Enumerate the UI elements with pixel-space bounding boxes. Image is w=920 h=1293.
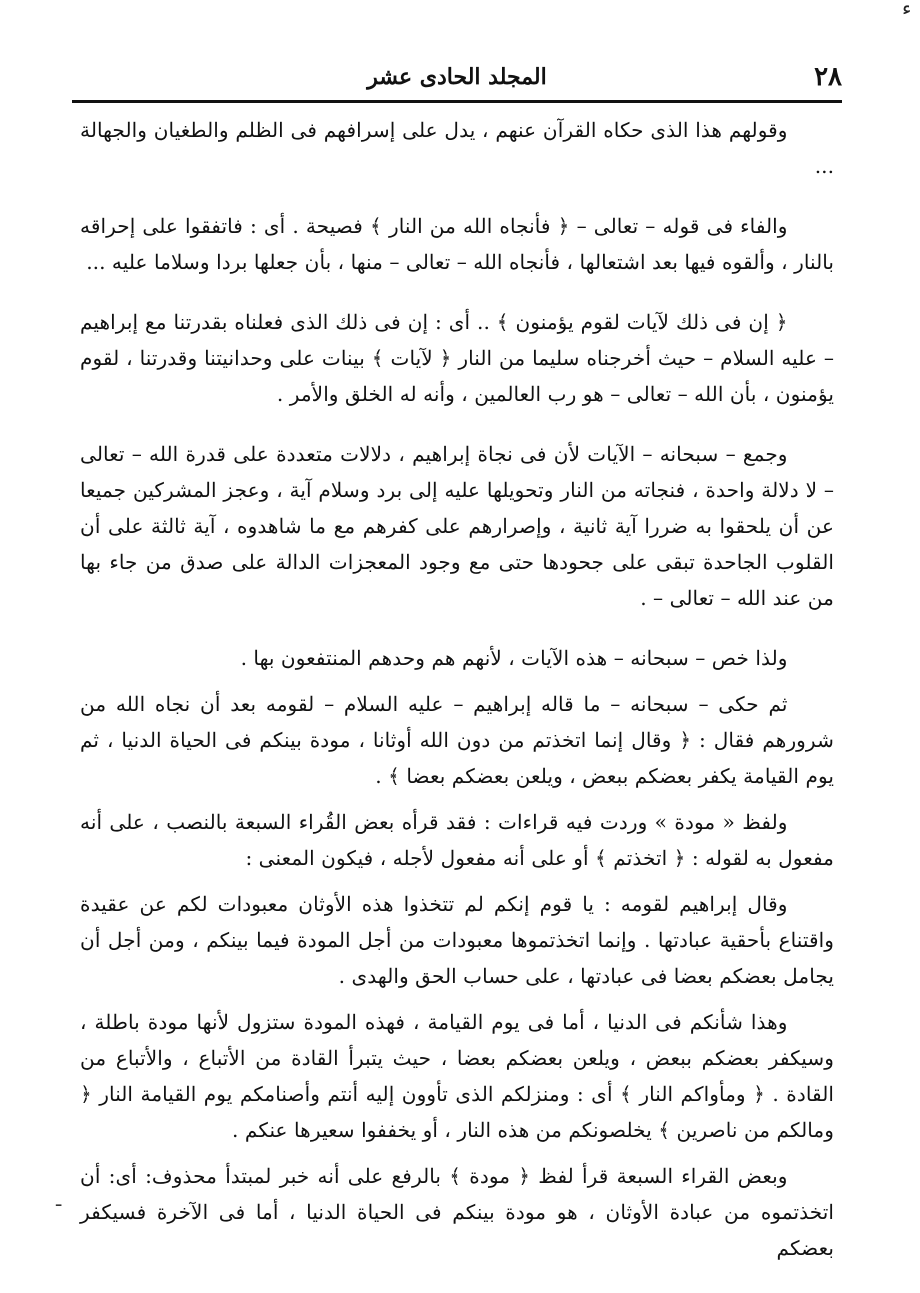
running-title: المجلد الحادى عشر — [367, 64, 547, 90]
body-text — [80, 112, 834, 1276]
page-header — [72, 60, 842, 94]
header-rule — [72, 100, 842, 103]
paragraph-7: ولفظ « مودة » وردت فيه قراءات : فقد قرأه بعض القُراء السبعة بالنصب ، على أنه مفعول به لقوله : ﴿ اتخذتم ﴾ أو على أنه مفعول لأجله ، فيكون المعنى : — [80, 810, 834, 870]
margin-mark: ـ — [56, 1190, 62, 1211]
paragraph-1: وقولهم هذا الذى حكاه القرآن عنهم ، يدل على إسرافهم فى الظلم والطغيان والجهالة ... — [80, 118, 834, 178]
paragraph-3: ﴿ إن فى ذلك لآيات لقوم يؤمنون ﴾ .. أى : إن فى ذلك الذى فعلناه بقدرتنا مع إبراهيم – عليه السلام – حيث أخرجناه سليما من النار ﴿ لآيات ﴾ بينات على وحدانيتنا وقدرتنا ، لقوم يؤمنون ، بأن الله – تعالى – هو رب العالمين ، وأنه له الخلق والأمر . — [80, 310, 834, 406]
paragraph-5: ولذا خص – سبحانه – هذه الآيات ، لأنهم هم وحدهم المنتفعون بها . — [240, 646, 788, 670]
paragraph-6: ثم حكى – سبحانه – ما قاله إبراهيم – عليه السلام – لقومه بعد أن نجاه الله من شرورهم فقال : ﴿ وقال إنما اتخذتم من دون الله أوثانا ، مودة بينكم فى الحياة الدنيا ، ثم يوم القيامة يكفر بعضكم ببعض ، ويلعن بعضكم بعضا ﴾ . — [80, 692, 834, 788]
paragraph-8: وقال إبراهيم لقومه : يا قوم إنكم لم تتخذوا هذه الأوثان معبودات لكم عن عقيدة واقتناع بأحقية عبادتها . وإنما اتخذتموها معبودات من أجل المودة فيما بينكم ، ومن أجل أن يجامل بعضكم بعضا فى عبادتها ، على حساب الحق والهدى . — [80, 892, 834, 988]
corner-mark: ء — [902, 0, 912, 20]
paragraph-2: والفاء فى قوله – تعالى – ﴿ فأنجاه الله من النار ﴾ فصيحة . أى : فاتفقوا على إحراقه بالنار ، وألقوه فيها بعد اشتعالها ، فأنجاه الله – تعالى – منها ، بأن جعلها بردا وسلاما عليه ... — [80, 214, 834, 274]
paragraph-4: وجمع – سبحانه – الآيات لأن فى نجاة إبراهيم ، دلالات متعددة على قدرة الله – تعالى – لا دلالة واحدة ، فنجاته من النار وتحويلها عليه إلى برد وسلام آية ، وعجز المشركين جميعا عن أن يلحقوا به ضررا آية ثانية ، وإصرارهم على كفرهم مع ما شاهدوه ، آية ثالثة على أن القلوب الجاحدة تبقى على جحودها حتى مع وجود المعجزات الدالة على صدق من جاء بها من عند الله – تعالى – . — [80, 442, 834, 610]
paragraph-9: وهذا شأنكم فى الدنيا ، أما فى يوم القيامة ، فهذه المودة ستزول لأنها مودة باطلة ، وسيكفر بعضكم ببعض ، ويلعن بعضكم بعضا ، حيث يتبرأ القادة من الأتباع ، والأتباع من القادة . ﴿ ومأواكم النار ﴾ أى : ومنزلكم الذى تأوون إليه أنتم وأصنامكم يوم القيامة النار ﴿ ومالكم من ناصرين ﴾ يخلصونكم من هذه النار ، أو يخففوا سعيرها عنكم . — [80, 1010, 834, 1142]
page-number: ٢٨ — [814, 62, 842, 92]
paragraph-10: وبعض القراء السبعة قرأ لفظ ﴿ مودة ﴾ بالرفع على أنه خبر لمبتدأ محذوف: أى: أن اتخذتموه من عبادة الأوثان ، هو مودة بينكم فى الحياة الدنيا ، أما فى الآخرة فسيكفر بعضكم — [80, 1164, 834, 1260]
